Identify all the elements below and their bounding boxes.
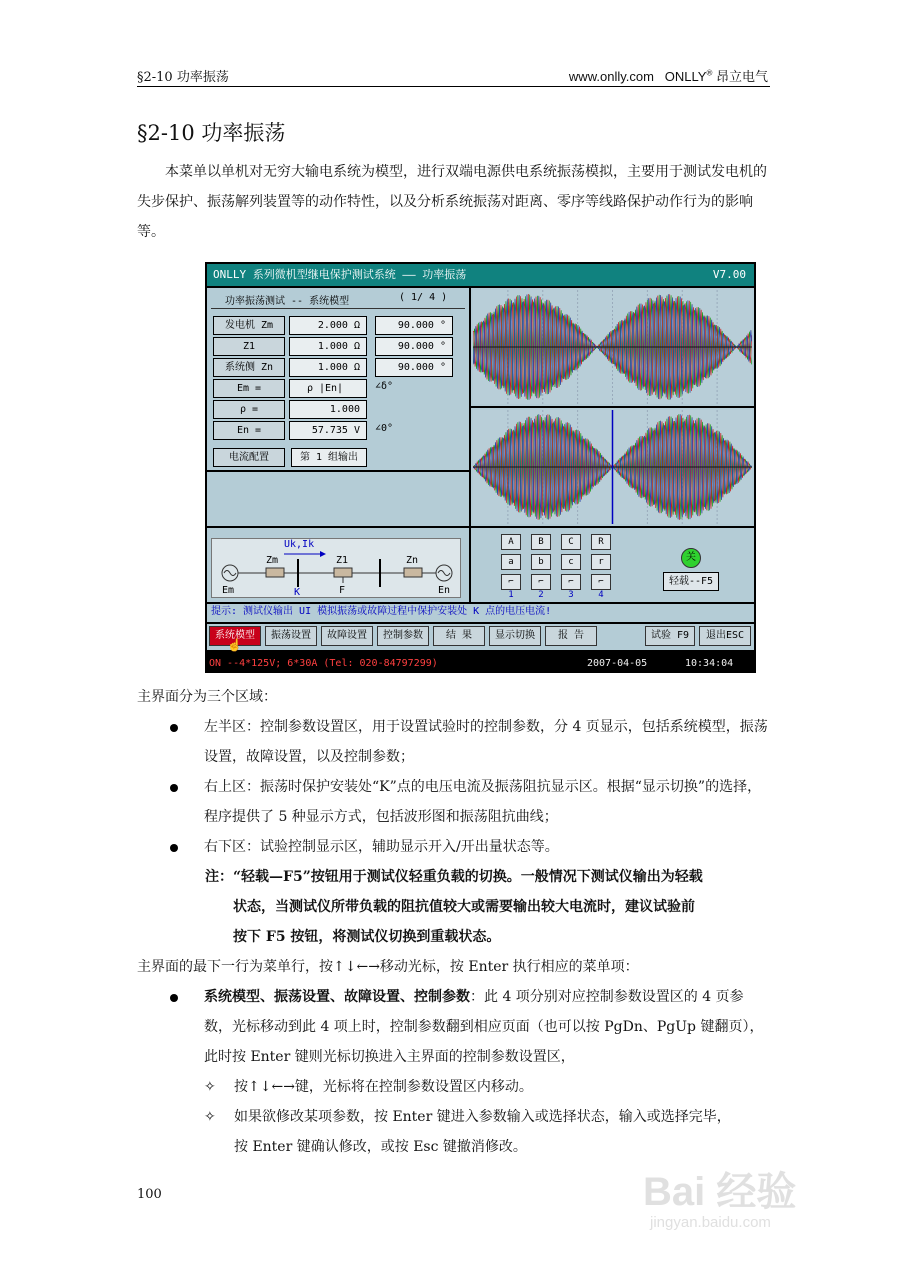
header-brand-name: ONLLY xyxy=(664,69,707,84)
system-diagram-drawing xyxy=(212,539,462,599)
diagram-em: Em xyxy=(222,585,235,596)
waveform-bottom-panel xyxy=(471,408,754,526)
section-title: §2-10 功率振荡 xyxy=(137,121,286,145)
relay-contact-3-icon: ⌐ xyxy=(561,574,581,590)
key-B: B xyxy=(531,534,551,550)
header-company: 昂立电气 xyxy=(715,69,768,84)
bullet-left-area-text: 左半区：控制参数设置区，用于设置试验时的控制参数，分 4 页显示，包括系统模型，振荡设置，故障设置，以及控制参数； xyxy=(204,719,768,765)
waveform-top-panel xyxy=(471,288,754,406)
app-version: V7.00 xyxy=(712,268,746,281)
param-en-label[interactable]: En = xyxy=(213,421,285,440)
relay-contact-4-icon: ⌐ xyxy=(591,574,611,590)
key-num-1: 1 xyxy=(508,590,514,600)
diamond-item-2 xyxy=(204,1102,770,1162)
diamond-item-2-line-b: 按 Enter 键确认修改，或按 Esc 键撤消修改。 xyxy=(234,1139,527,1155)
light-load-button[interactable]: 轻载--F5 xyxy=(663,572,719,591)
bullet-dot-icon xyxy=(170,844,178,852)
relay-contact-2-icon: ⌐ xyxy=(531,574,551,590)
param-em-angle: ∠δ° xyxy=(375,381,394,392)
areas-intro: 主界面分为三个区域： xyxy=(137,689,277,705)
bullet-dot-icon xyxy=(170,784,178,792)
key-a: a xyxy=(501,554,521,570)
load-indicator-light: 关 xyxy=(681,548,701,568)
diagram-uk-ik: Uk,Ik xyxy=(284,539,315,550)
param-zn-value[interactable]: 1.000 Ω xyxy=(289,358,367,377)
key-num-3: 3 xyxy=(568,590,574,600)
key-num-2: 2 xyxy=(538,590,544,600)
system-diagram xyxy=(211,538,461,598)
diagram-k: K xyxy=(294,587,301,598)
diamond-item-1 xyxy=(204,1072,770,1102)
param-zn-label[interactable]: 系统侧 Zn xyxy=(213,358,285,377)
app-title: ONLLY 系列微机型继电保护测试系统 —— 功率振荡 xyxy=(213,268,467,281)
menu-intro: 主界面的最下一行为菜单行，按↑↓←→移动光标，按 Enter 执行相应的菜单项： xyxy=(137,959,639,975)
current-waveform-chart xyxy=(473,410,752,524)
menu-fault-settings[interactable]: 故障设置 xyxy=(321,626,373,646)
key-R: R xyxy=(591,534,611,550)
bullet-menu-text xyxy=(204,982,770,1072)
header-brand xyxy=(569,66,768,85)
menu-items-bold: 系统模型、振荡设置、故障设置、控制参数 xyxy=(204,989,470,1005)
param-zm-label[interactable]: 发电机 Zm xyxy=(213,316,285,335)
group-output-button[interactable]: 第 1 组输出 xyxy=(291,448,367,467)
param-zn-angle[interactable]: 90.000 ° xyxy=(375,358,453,377)
diagram-zm: Zm xyxy=(266,555,279,566)
bullet-right-top-area xyxy=(170,772,770,832)
hand-cursor-icon: ☝ xyxy=(227,638,242,652)
param-z1-angle[interactable]: 90.000 ° xyxy=(375,337,453,356)
header-rule xyxy=(137,86,770,87)
menu-system-model[interactable]: 系统模型 xyxy=(209,626,261,646)
key-b: b xyxy=(531,554,551,570)
note-line-3: 按下 F5 按钮，将测试仪切换到重载状态。 xyxy=(233,929,501,945)
diagram-z1: Z1 xyxy=(336,555,349,566)
param-rho-value[interactable]: 1.000 xyxy=(289,400,367,419)
voltage-waveform-chart xyxy=(473,290,752,404)
current-config-button[interactable]: 电流配置 xyxy=(213,448,285,467)
relay-contact-1-icon: ⌐ xyxy=(501,574,521,590)
menu-control-params[interactable]: 控制参数 xyxy=(377,626,429,646)
watermark-url: jingyan.baidu.com xyxy=(650,1214,771,1231)
menu-exit-esc[interactable]: 退出ESC xyxy=(699,626,751,646)
param-z1-value[interactable]: 1.000 Ω xyxy=(289,337,367,356)
param-em-label[interactable]: Em = xyxy=(213,379,285,398)
bullet-right-top-text: 右上区：振荡时保护安装处“K”点的电压电流及振荡阻抗显示区。根据“显示切换”的选择，程序提供了 5 种显示方式，包括波形图和振荡阻抗曲线； xyxy=(204,779,762,825)
panel-divider xyxy=(211,308,465,309)
status-time: 10:34:04 xyxy=(685,658,734,669)
menu-results[interactable]: 结 果 xyxy=(433,626,485,646)
menu-display-switch[interactable]: 显示切换 xyxy=(489,626,541,646)
system-diagram-panel xyxy=(207,528,469,602)
status-bar xyxy=(207,656,754,671)
diamond-bullet-icon: ✧ xyxy=(204,1109,216,1125)
key-num-4: 4 xyxy=(598,590,604,600)
intro-paragraph: 本菜单以单机对无穷大输电系统为模型，进行双端电源供电系统振荡模拟，主要用于测试发电机的失步保护、振荡解列装置等的动作特性，以及分析系统振荡对距离、零序等线路保护动作行为的影响等。 xyxy=(137,164,767,240)
menu-test-f9[interactable]: 试验 F9 xyxy=(645,626,695,646)
status-info: ON --4*125V; 6*30A (Tel: 020-84797299) xyxy=(209,658,438,669)
bullet-left-area xyxy=(170,712,770,772)
key-C: C xyxy=(561,534,581,550)
menu-report[interactable]: 报 告 xyxy=(545,626,597,646)
diamond-bullet-icon: ✧ xyxy=(204,1079,216,1095)
param-zm-angle[interactable]: 90.000 ° xyxy=(375,316,453,335)
header-site: www.onlly.com xyxy=(568,69,654,84)
bullet-dot-icon xyxy=(170,724,178,732)
param-zm-value[interactable]: 2.000 Ω xyxy=(289,316,367,335)
app-titlebar xyxy=(207,264,754,286)
diagram-en: En xyxy=(438,585,451,596)
note-line-1: 注：“轻载—F5”按钮用于测试仪轻重负载的切换。一般情况下测试仪输出为轻载 xyxy=(205,869,703,885)
diagram-zn: Zn xyxy=(406,555,419,566)
note-line-2: 状态，当测试仪所带负载的阻抗值较大或需要输出较大电流时，建议试验前 xyxy=(233,899,695,915)
note-block xyxy=(205,862,770,952)
param-en-angle: ∠0° xyxy=(375,423,394,434)
diagram-f: F xyxy=(339,585,346,596)
key-A: A xyxy=(501,534,521,550)
diamond-item-2-line-a: 如果欲修改某项参数，按 Enter 键进入参数输入或选择状态，输入或选择完毕， xyxy=(234,1109,731,1125)
test-control-panel xyxy=(471,528,754,602)
diamond-item-1-text: 按↑↓←→键，光标将在控制参数设置区内移动。 xyxy=(234,1079,533,1095)
param-panel-filler xyxy=(207,472,469,526)
key-r: r xyxy=(591,554,611,570)
page-indicator: ( 1/ 4 ) xyxy=(399,292,448,303)
page-number: 100 xyxy=(137,1187,162,1202)
hint-bar: 提示: 测试仪输出 UI 模拟振荡或故障过程中保护安装处 K 点的电压电流! xyxy=(207,604,754,622)
header-section-label: §2-10 功率振荡 xyxy=(137,70,229,85)
param-em-value[interactable]: ρ |En| xyxy=(289,379,367,398)
menu-oscillation-settings[interactable]: 振荡设置 xyxy=(265,626,317,646)
key-c: c xyxy=(561,554,581,570)
status-date: 2007-04-05 xyxy=(587,658,648,669)
bullet-right-bottom-text: 右下区：试验控制显示区，辅助显示开入/开出量状态等。 xyxy=(204,839,559,855)
menu-items-desc: ：此 4 项分别对应控制参数设置区的 4 页参数，光标移动到此 4 项上时，控制参数翻到相应页面（也可以按 PgDn、PgUp 键翻页），此时按 Enter 键则光标切换进入主界面的控制参数设置区， xyxy=(204,989,764,1065)
panel-title: 功率振荡测试 -- 系统模型 xyxy=(225,296,350,307)
bullet-dot-icon xyxy=(170,994,178,1002)
param-panel xyxy=(207,288,469,470)
watermark-logo: Bai 经验 xyxy=(643,1170,797,1214)
param-rho-label[interactable]: ρ = xyxy=(213,400,285,419)
registered-mark: ® xyxy=(706,68,713,78)
param-z1-label[interactable]: Z1 xyxy=(213,337,285,356)
app-screenshot xyxy=(205,262,756,673)
param-en-value[interactable]: 57.735 V xyxy=(289,421,367,440)
bullet-menu-items xyxy=(170,982,770,1072)
bullet-right-bottom-area xyxy=(170,832,770,862)
